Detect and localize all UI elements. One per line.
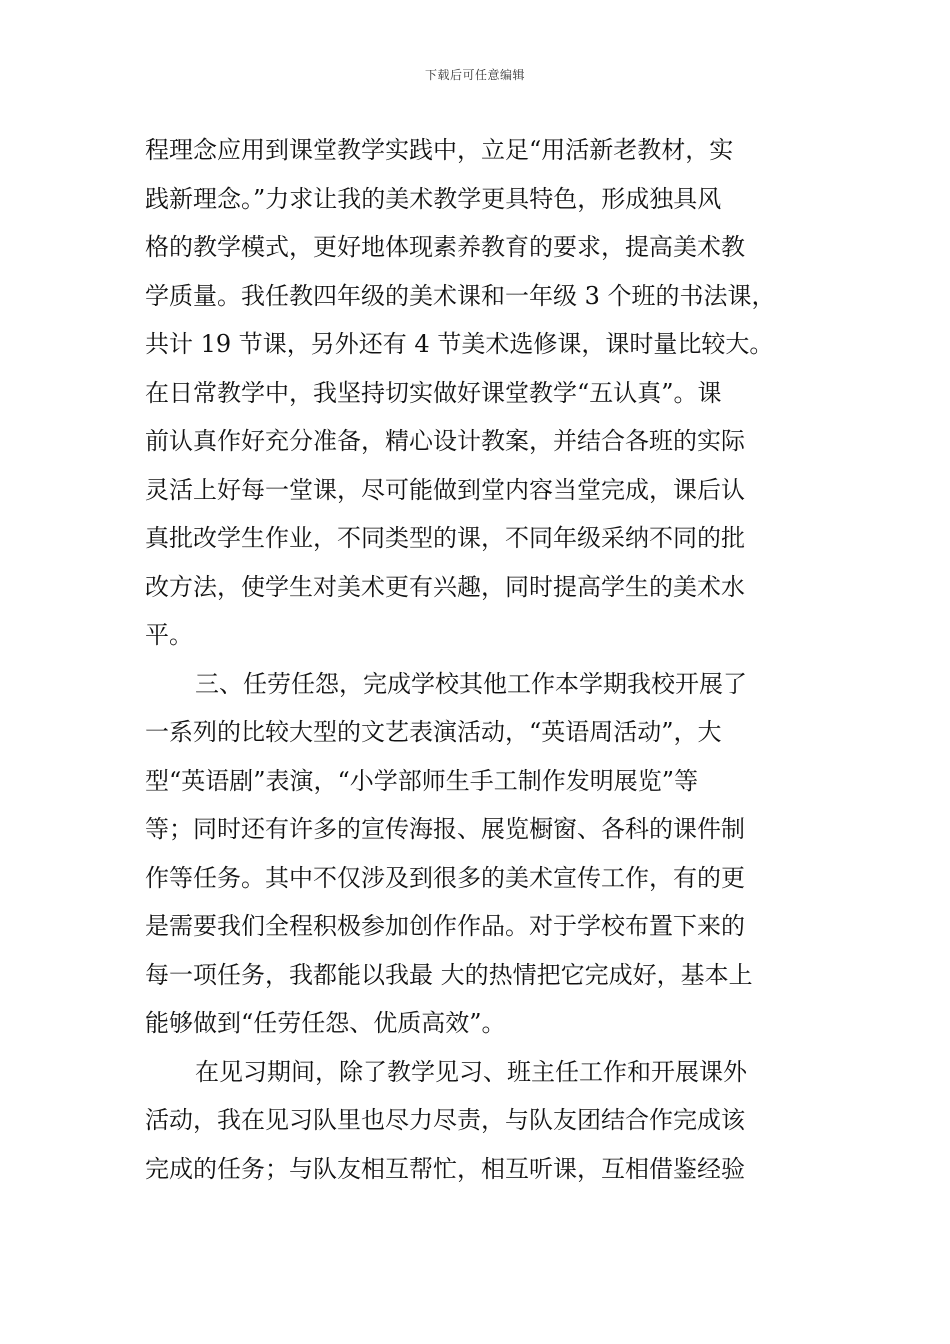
paragraph-start-line: 三、任劳任怨，完成学校其他工作本学期我校开展了 [195,669,747,698]
body-line: 等；同时还有许多的宣传海报、展览橱窗、各科的课件制 [145,815,745,843]
body-line: 活动，我在见习队里也尽力尽责，与队友团结合作完成该 [145,1106,745,1134]
paragraph-start-line: 在见习期间，除了教学见习、班主任工作和开展课外 [195,1057,747,1086]
body-line: 学质量。我任教四年级的美术课和一年级 3 个班的书法课， [145,281,776,310]
body-line: 践新理念。”力求让我的美术教学更具特色，形成独具风 [145,184,722,213]
body-line: 灵活上好每一堂课，尽可能做到堂内容当堂完成，课后认 [145,475,745,504]
body-line: 型“英语剧”表演，“小学部师生手工制作发明展览”等 [145,766,699,795]
page-header: 下载后可任意编辑 [424,68,525,82]
body-line: 每一项任务，我都能以我最 大的热情把它完成好，基本上 [145,960,753,989]
body-line: 平。 [145,621,193,649]
body-line: 程理念应用到课堂教学实践中，立足“用活新老教材，实 [145,136,734,164]
document-body [145,126,807,1193]
body-line: 共计 19 节课，另外还有 4 节美术选修课，课时量比较大。 [145,330,774,358]
body-line: 是需要我们全程积极参加创作作品。对于学校布置下来的 [145,912,745,940]
body-line: 作等任务。其中不仅涉及到很多的美术宣传工作，有的更 [145,863,745,892]
body-line: 在日常教学中，我坚持切实做好课堂教学“五认真”。课 [145,378,722,407]
body-line: 完成的任务；与队友相互帮忙，相互听课，互相借鉴经验 [145,1154,745,1183]
body-line: 真批改学生作业，不同类型的课，不同年级采纳不同的批 [145,524,745,552]
body-line: 格的教学模式，更好地体现素养教育的要求，提高美术教 [145,233,745,261]
body-line: 一系列的比较大型的文艺表演活动，“英语周活动”，大 [145,718,722,746]
body-line: 能够做到“任劳任怨、优质高效”。 [145,1009,506,1037]
body-line: 改方法，使学生对美术更有兴趣，同时提高学生的美术水 [145,572,745,601]
body-line: 前认真作好充分准备，精心设计教案，并结合各班的实际 [145,427,745,455]
